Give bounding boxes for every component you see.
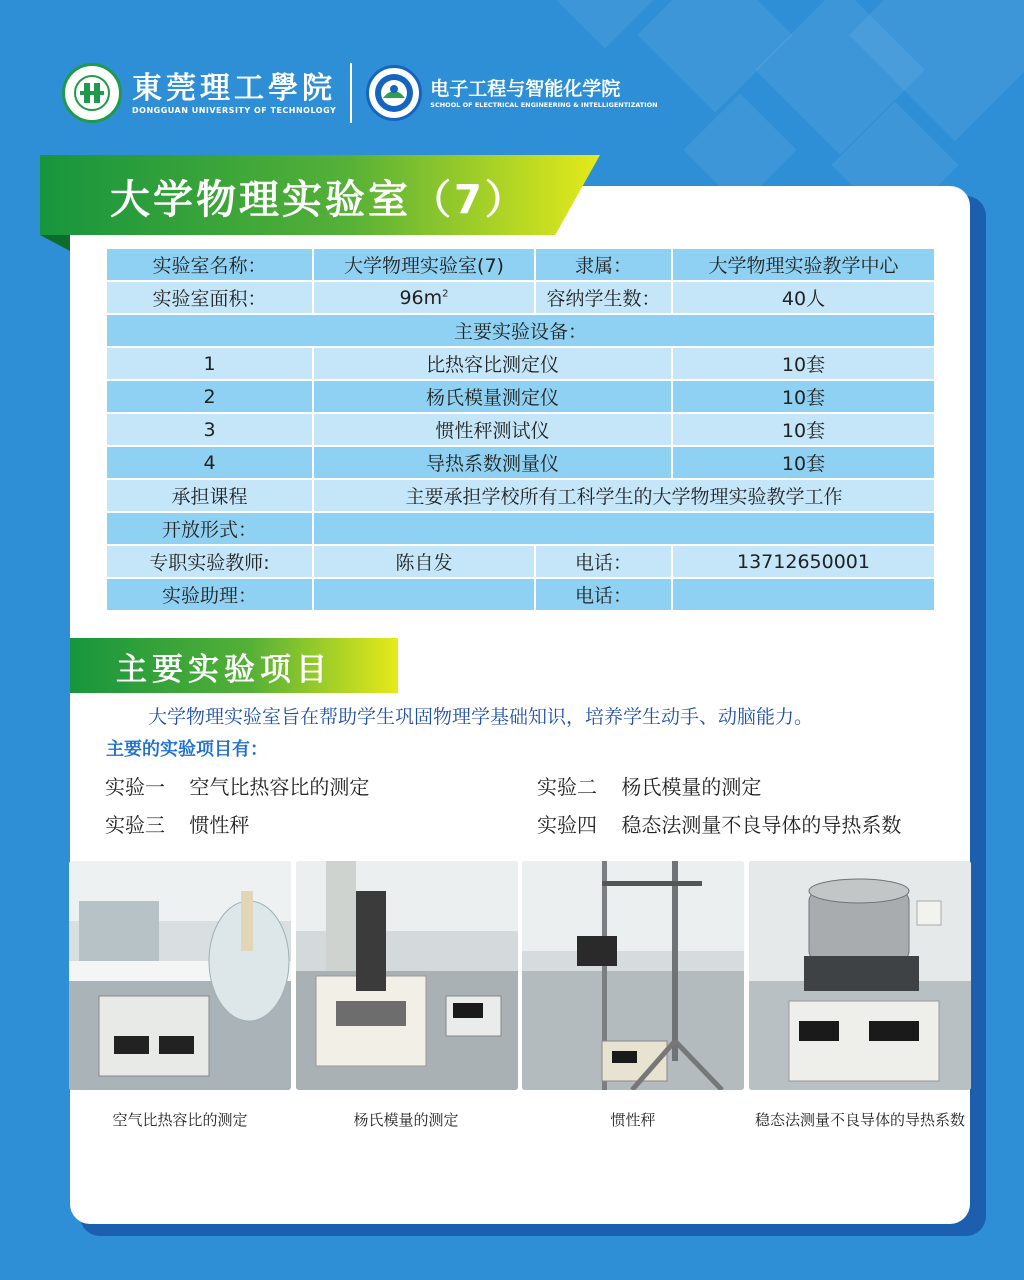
teacher-phone-label: 电话： bbox=[535, 545, 672, 578]
photo-caption: 稳态法测量不良导体的导热系数 bbox=[754, 1111, 965, 1129]
assistant-phone-label: 电话： bbox=[535, 578, 672, 611]
lab-info-table bbox=[105, 247, 936, 612]
open-value bbox=[313, 512, 935, 545]
teacher-value: 陈自发 bbox=[313, 545, 535, 578]
assistant-value bbox=[313, 578, 535, 611]
area-label: 实验室面积： bbox=[106, 281, 313, 314]
school-logo-icon bbox=[366, 65, 422, 121]
photo-caption: 杨氏模量的测定 bbox=[353, 1111, 459, 1129]
photo-inertial-balance-apparatus bbox=[522, 861, 744, 1090]
equipment-name: 杨氏模量测定仪 bbox=[313, 380, 672, 413]
experiment-label: 实验四 bbox=[537, 813, 597, 837]
table-row bbox=[106, 248, 935, 281]
photo-specific-heat-apparatus bbox=[69, 861, 291, 1090]
equipment-no: 1 bbox=[106, 347, 313, 380]
table-row bbox=[106, 479, 935, 512]
header-divider bbox=[350, 63, 352, 123]
school-name-en: SCHOOL OF ELECTRICAL ENGINEERING & INTELLIGENTIZATION bbox=[430, 101, 658, 109]
section-title: 主要实验项目 bbox=[116, 652, 332, 688]
photo-thermal-conductivity-apparatus bbox=[749, 861, 971, 1090]
table-row bbox=[106, 545, 935, 578]
equipment-row bbox=[106, 380, 935, 413]
page-title: 大学物理实验室（7） bbox=[110, 177, 528, 223]
open-label: 开放形式： bbox=[106, 512, 313, 545]
affiliation-value: 大学物理实验教学中心 bbox=[672, 248, 935, 281]
equipment-name: 惯性秤测试仪 bbox=[313, 413, 672, 446]
teacher-label: 专职实验教师: bbox=[106, 545, 313, 578]
assistant-phone-value bbox=[672, 578, 935, 611]
area-unit-superscript: 2 bbox=[442, 288, 449, 300]
equipment-qty: 10套 bbox=[672, 380, 935, 413]
section-intro: 大学物理实验室旨在帮助学生巩固物理学基础知识，培养学生动手、动脑能力。 bbox=[148, 706, 814, 728]
experiment-list-title: 主要的实验项目有： bbox=[106, 739, 268, 760]
lab-name-label: 实验室名称： bbox=[106, 248, 313, 281]
equipment-row bbox=[106, 413, 935, 446]
course-label: 承担课程 bbox=[106, 479, 313, 512]
title-banner-fold bbox=[40, 235, 70, 251]
capacity-value: 40人 bbox=[672, 281, 935, 314]
area-cell bbox=[313, 281, 535, 314]
table-row bbox=[106, 314, 935, 347]
equipment-no: 3 bbox=[106, 413, 313, 446]
university-name-cn: 東莞理工學院 bbox=[132, 70, 336, 106]
header bbox=[62, 58, 658, 128]
university-name-en: DONGGUAN UNIVERSITY OF TECHNOLOGY bbox=[132, 105, 337, 115]
photo-young-modulus-apparatus bbox=[296, 861, 518, 1090]
teacher-phone-value: 13712650001 bbox=[672, 545, 935, 578]
experiment-name: 杨氏模量的测定 bbox=[621, 775, 762, 799]
area-value: 96m bbox=[399, 286, 443, 309]
university-logo-icon bbox=[62, 63, 122, 123]
photo-caption: 空气比热容比的测定 bbox=[112, 1111, 248, 1129]
equipment-qty: 10套 bbox=[672, 446, 935, 479]
school-name bbox=[430, 77, 657, 109]
equipment-row bbox=[106, 347, 935, 380]
course-value: 主要承担学校所有工科学生的大学物理实验教学工作 bbox=[313, 479, 935, 512]
university-name bbox=[132, 72, 336, 115]
equipment-header: 主要实验设备： bbox=[106, 314, 935, 347]
equipment-qty: 10套 bbox=[672, 413, 935, 446]
equipment-qty: 10套 bbox=[672, 347, 935, 380]
experiment-item bbox=[537, 809, 901, 838]
experiment-label: 实验一 bbox=[105, 775, 165, 799]
assistant-label: 实验助理： bbox=[106, 578, 313, 611]
equipment-row bbox=[106, 446, 935, 479]
affiliation-label: 隶属： bbox=[535, 248, 672, 281]
photo-caption: 惯性秤 bbox=[610, 1111, 656, 1129]
experiment-name: 空气比热容比的测定 bbox=[189, 775, 370, 799]
table-row bbox=[106, 578, 935, 611]
table-row bbox=[106, 281, 935, 314]
capacity-label: 容纳学生数： bbox=[535, 281, 672, 314]
experiment-item bbox=[537, 771, 761, 800]
equipment-no: 4 bbox=[106, 446, 313, 479]
equipment-no: 2 bbox=[106, 380, 313, 413]
experiment-label: 实验二 bbox=[537, 775, 597, 799]
table-row bbox=[106, 512, 935, 545]
experiment-label: 实验三 bbox=[105, 813, 165, 837]
experiment-name: 稳态法测量不良导体的导热系数 bbox=[621, 813, 902, 837]
equipment-name: 导热系数测量仪 bbox=[313, 446, 672, 479]
experiment-name: 惯性秤 bbox=[189, 813, 250, 837]
lab-name-value: 大学物理实验室(7) bbox=[313, 248, 535, 281]
experiment-item bbox=[105, 771, 369, 800]
experiment-item bbox=[105, 809, 249, 838]
equipment-name: 比热容比测定仪 bbox=[313, 347, 672, 380]
school-name-cn: 电子工程与智能化学院 bbox=[430, 78, 621, 100]
